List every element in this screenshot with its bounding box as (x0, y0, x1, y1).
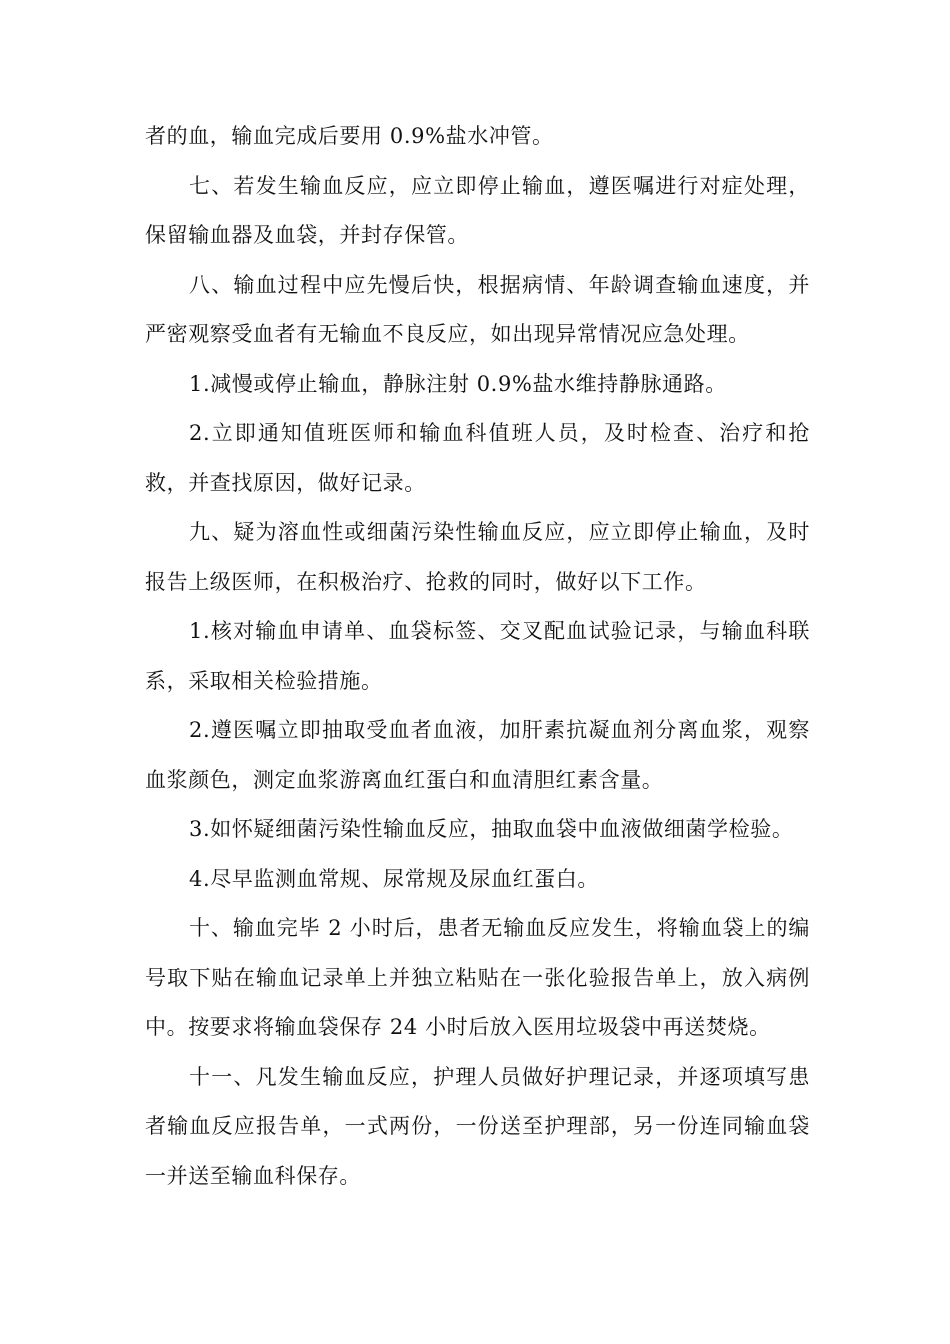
paragraph-item-11: 十一、凡发生输血反应，护理人员做好护理记录，并逐项填写患者输血反应报告单，一式两份，一份送至护理部，另一份连同输血袋一并送至输血科保存。 (145, 1064, 810, 1188)
paragraph-item-9-4: 4.尽早监测血常规、尿常规及尿血红蛋白。 (189, 866, 600, 891)
document-body (145, 112, 810, 1201)
paragraph-item-9: 九、疑为溶血性或细菌污染性输血反应，应立即停止输血，及时报告上级医师，在积极治疗、抢救的同时，做好以下工作。 (145, 520, 810, 594)
paragraph-item-9-1: 1.核对输血申请单、血袋标签、交叉配血试验记录，与输血科联系，采取相关检验措施。 (145, 619, 810, 693)
paragraph-item-9-2: 2.遵医嘱立即抽取受血者血液，加肝素抗凝血剂分离血浆，观察血浆颜色，测定血浆游离血红蛋白和血清胆红素含量。 (145, 718, 810, 792)
paragraph-item-7: 七、若发生输血反应，应立即停止输血，遵医嘱进行对症处理，保留输血器及血袋，并封存保管。 (145, 173, 810, 247)
paragraph-item-9-3: 3.如怀疑细菌污染性输血反应，抽取血袋中血液做细菌学检验。 (189, 817, 794, 841)
paragraph-item-10: 十、输血完毕 2 小时后，患者无输血反应发生，将输血袋上的编号取下贴在输血记录单上并独立粘贴在一张化验报告单上，放入病例中。按要求将输血袋保存 24 小时后放入医用垃圾袋中再送焚烧。 (145, 916, 810, 1039)
paragraph-item-8: 八、输血过程中应先慢后快，根据病情、年龄调查输血速度，并严密观察受血者有无输血不良反应，如出现异常情况应急处理。 (145, 272, 810, 346)
paragraph-item-8-2: 2.立即通知值班医师和输血科值班人员，及时检查、治疗和抢救，并查找原因，做好记录。 (145, 421, 810, 495)
paragraph-continued: 者的血，输血完成后要用 0.9%盐水冲管。 (145, 124, 554, 148)
paragraph-item-8-1: 1.减慢或停止输血，静脉注射 0.9%盐水维持静脉通路。 (189, 371, 727, 396)
